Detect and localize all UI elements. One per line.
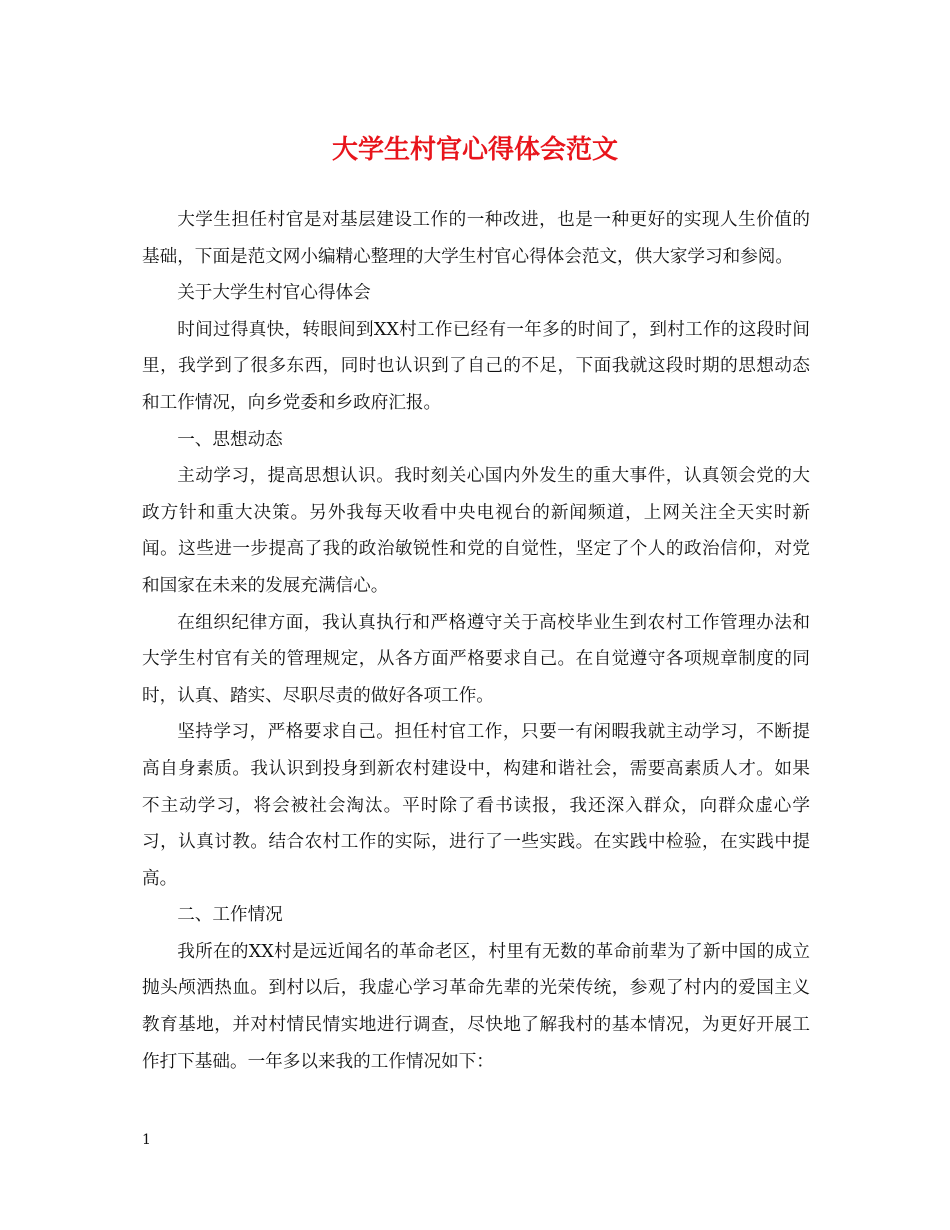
paragraph-active-learning: 主动学习，提高思想认识。我时刻关心国内外发生的重大事件，认真领会党的大政方针和重大决策。另外我每天收看中央电视台的新闻频道，上网关注全天实时新闻。这些进一步提高了我的政治敏锐性和党的自觉性，坚定了个人的政治信仰，对党和国家在未来的发展充满信心。 [142,466,810,596]
page-number: 1 [142,1132,151,1148]
document-title: 大学生村官心得体会范文 [331,135,618,165]
section-heading-thoughts: 一、思想动态 [177,429,283,450]
paragraph-intro: 大学生担任村官是对基层建设工作的一种改进，也是一种更好的实现人生价值的基础，下面是范文网小编精心整理的大学生村官心得体会范文，供大家学习和参阅。 [142,210,810,267]
paragraph-village: 我所在的XX村是远近闻名的革命老区，村里有无数的革命前辈为了新中国的成立抛头颅洒热血。到村以后，我虚心学习革命先辈的光荣传统，参观了村内的爱国主义教育基地，并对村情民情实地进行调查，尽快地了解我村的基本情况，为更好开展工作打下基础。一年多以来我的工作情况如下： [142,941,810,1072]
paragraph-discipline: 在组织纪律方面，我认真执行和严格遵守关于高校毕业生到农村工作管理办法和大学生村官有关的管理规定，从各方面严格要求自己。在自觉遵守各项规章制度的同时，认真、踏实、尽职尽责的做好各项工作。 [142,612,810,706]
paragraph-persist-learning: 坚持学习，严格要求自己。担任村官工作，只要一有闲暇我就主动学习，不断提高自身素质。我认识到投身到新农村建设中，构建和谐社会，需要高素质人才。如果不主动学习，将会被社会淘汰。平时除了看书读报，我还深入群众，向群众虚心学习，认真讨教。结合农村工作的实际，进行了一些实践。在实践中检验，在实践中提高。 [142,722,810,889]
section-heading-about: 关于大学生村官心得体会 [177,283,371,304]
paragraph-overview: 时间过得真快，转眼间到XX村工作已经有一年多的时间了，到村工作的这段时间里，我学到了很多东西，同时也认识到了自己的不足，下面我就这段时期的思想动态和工作情况，向乡党委和乡政府汇报。 [142,319,810,413]
document-body [142,202,810,1080]
section-heading-work: 二、工作情况 [177,905,283,926]
